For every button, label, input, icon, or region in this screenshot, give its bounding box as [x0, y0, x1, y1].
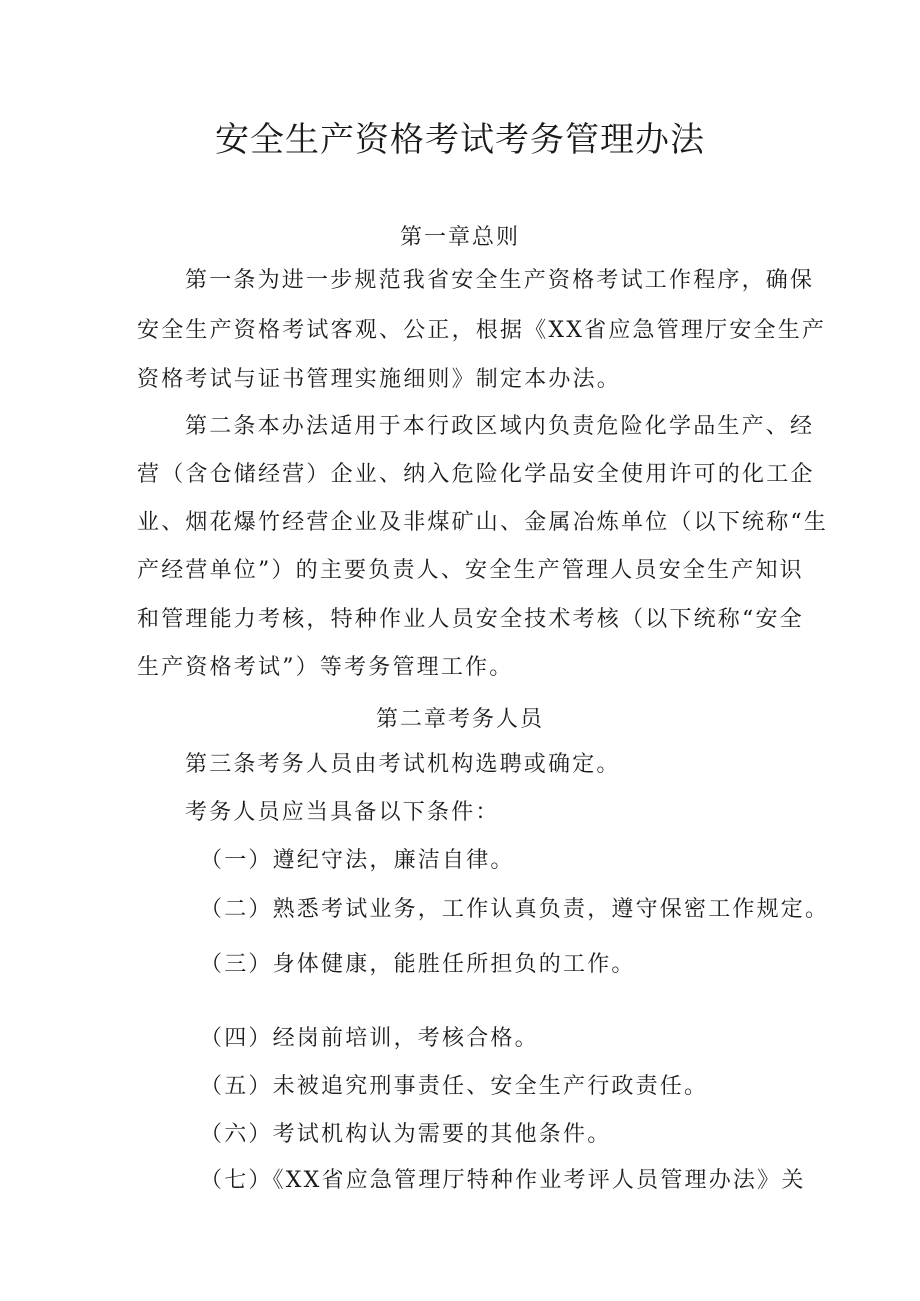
- condition-item: （六）考试机构认为需要的其他条件。: [200, 1122, 612, 1147]
- article-1-line-3: 资格考试与证书管理实施细则》制定本办法。: [137, 367, 622, 392]
- condition-item: （五）未被追究刑事责任、安全生产行政责任。: [200, 1074, 709, 1099]
- article-2-line-6: 生产资格考试”）等考务管理工作。: [137, 655, 514, 680]
- chapter-2-heading: 第二章考务人员: [375, 707, 544, 732]
- conditions-intro: 考务人员应当具备以下条件：: [185, 800, 500, 825]
- condition-item: （二）熟悉考试业务，工作认真负责，遵守保密工作规定。: [200, 897, 830, 922]
- condition-item: （七）《XX省应急管理厅特种作业考评人员管理办法》关: [200, 1168, 806, 1193]
- condition-item: （四）经岗前培训，考核合格。: [200, 1026, 539, 1051]
- article-2-line-2: 营（含仓储经营）企业、纳入危险化学品安全使用许可的化工企: [137, 462, 815, 487]
- document-title: 安全生产资格考试考务管理办法: [215, 120, 705, 160]
- article-2-line-3: 业、烟花爆竹经营企业及非煤矿山、金属冶炼单位（以下统称“生: [137, 510, 829, 535]
- condition-item: （三）身体健康，能胜任所担负的工作。: [200, 952, 636, 977]
- article-1-line-1: 第一条为进一步规范我省安全生产资格考试工作程序，确保: [185, 268, 815, 293]
- article-3: 第三条考务人员由考试机构选聘或确定。: [185, 752, 621, 777]
- article-1-line-2: 安全生产资格考试客观、公正，根据《XX省应急管理厅安全生产: [137, 318, 827, 343]
- article-2-line-5: 和管理能力考核，特种作业人员安全技术考核（以下统称“安全: [137, 607, 804, 632]
- condition-item: （一）遵纪守法，廉洁自律。: [200, 848, 515, 873]
- article-2-line-4: 产经营单位”）的主要负责人、安全生产管理人员安全生产知识: [137, 558, 804, 583]
- article-2-line-1: 第二条本办法适用于本行政区域内负责危险化学品生产、经: [185, 414, 815, 439]
- chapter-1-heading: 第一章总则: [399, 225, 520, 250]
